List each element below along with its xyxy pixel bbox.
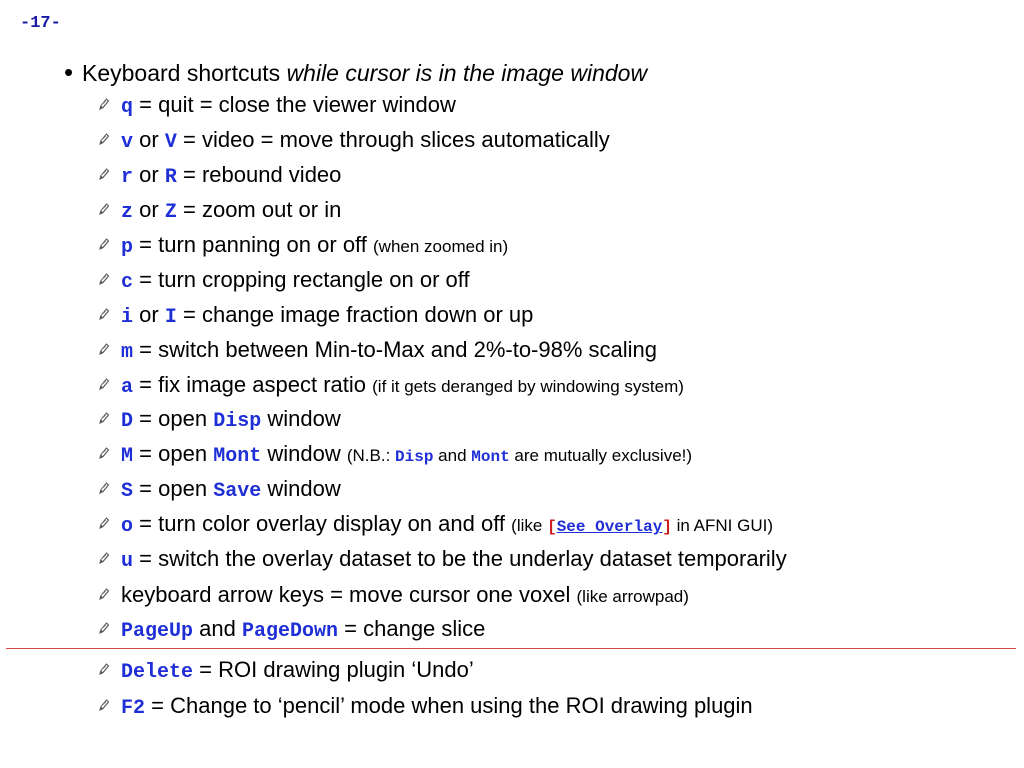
note: [511, 516, 773, 535]
shortcut-item-D: [98, 406, 341, 435]
key-q: q: [121, 96, 134, 119]
or-text: or: [139, 162, 159, 187]
note-and: and: [438, 446, 467, 465]
key-f2: F2: [121, 697, 146, 720]
key-o: o: [121, 515, 134, 538]
shortcut-item-delete: [98, 657, 474, 686]
desc: turn color overlay display on and off: [158, 511, 506, 536]
desc: change image fraction down or up: [201, 302, 534, 327]
shortcut-item-c: [98, 267, 470, 296]
pencil-bullet-icon: [98, 662, 121, 676]
desc: rebound video: [201, 162, 342, 187]
note: [347, 446, 692, 465]
equals: =: [139, 92, 152, 117]
key-u: u: [121, 550, 134, 573]
desc: fix image aspect ratio: [158, 372, 366, 397]
open-text: open: [158, 406, 208, 431]
key-D: D: [121, 410, 134, 433]
key-M: M: [121, 445, 134, 468]
page-number: -17-: [20, 14, 61, 33]
or-text: or: [139, 197, 159, 222]
equals: =: [139, 441, 152, 466]
window-text: window: [267, 476, 341, 501]
bracket-left: [: [547, 518, 557, 536]
divider-line: [6, 648, 1016, 649]
see-overlay-button-label: See Overlay: [556, 518, 663, 536]
desc: keyboard arrow keys = move cursor one voxel: [121, 582, 571, 607]
open-text: open: [158, 441, 208, 466]
equals: =: [139, 267, 152, 292]
shortcut-item-M: [98, 441, 692, 470]
key-pagedown: PageDown: [241, 620, 338, 643]
heading-text: Keyboard shortcuts: [82, 60, 281, 86]
equals: =: [139, 232, 152, 257]
equals: =: [344, 616, 357, 641]
key-I: I: [164, 306, 177, 329]
desc: quit = close the viewer window: [158, 92, 456, 117]
key-R: R: [164, 166, 177, 189]
equals: =: [139, 337, 152, 362]
and-text: and: [199, 616, 236, 641]
pencil-bullet-icon: [98, 587, 121, 601]
note: (like arrowpad): [576, 587, 689, 606]
equals: =: [139, 476, 152, 501]
key-pageup: PageUp: [121, 620, 194, 643]
key-c: c: [121, 271, 134, 294]
key-Z: Z: [164, 201, 177, 224]
shortcut-item-arrow-keys: [98, 582, 689, 610]
shortcut-item-p: [98, 232, 508, 261]
pencil-bullet-icon: [98, 307, 121, 321]
bullet-dot: •: [64, 57, 74, 87]
equals: =: [182, 162, 196, 187]
or-text: or: [139, 127, 159, 152]
note-prefix: (N.B.:: [346, 446, 391, 465]
key-V: V: [164, 131, 177, 154]
heading-italic-text: while cursor is in the image window: [286, 60, 648, 86]
key-p: p: [121, 236, 134, 259]
window-text: window: [267, 441, 341, 466]
key-delete: Delete: [121, 661, 194, 684]
shortcut-item-i: [98, 302, 533, 331]
note-prefix: (like: [511, 516, 543, 535]
key-v: v: [121, 131, 134, 154]
shortcut-item-f2: [98, 693, 753, 722]
pencil-bullet-icon: [98, 551, 121, 565]
shortcut-item-u: [98, 546, 787, 575]
pencil-bullet-icon: [98, 167, 121, 181]
main-bullet-heading: [64, 58, 647, 87]
pencil-bullet-icon: [98, 481, 121, 495]
shortcut-item-a: [98, 372, 684, 401]
shortcut-item-q: [98, 92, 456, 121]
desc: turn panning on or off: [158, 232, 367, 257]
key-z: z: [121, 201, 134, 224]
pencil-bullet-icon: [98, 132, 121, 146]
key-i: i: [121, 306, 134, 329]
shortcut-item-m: [98, 337, 657, 366]
desc: ROI drawing plugin ‘Undo’: [218, 657, 474, 682]
bracket-right: ]: [662, 518, 672, 536]
window-text: window: [267, 406, 341, 431]
desc: change slice: [363, 616, 486, 641]
note: (if it gets deranged by windowing system): [372, 377, 684, 396]
equals: =: [139, 372, 152, 397]
equals: =: [182, 127, 196, 152]
note-key-mont: Mont: [471, 448, 510, 466]
note: (when zoomed in): [373, 237, 509, 256]
desc: switch between Min-to-Max and 2%-to-98% scaling: [158, 337, 658, 362]
equals: =: [151, 693, 164, 718]
key-a: a: [121, 376, 134, 399]
pencil-bullet-icon: [98, 272, 121, 286]
pencil-bullet-icon: [98, 202, 121, 216]
equals: =: [139, 406, 152, 431]
or-text: or: [139, 302, 159, 327]
desc: video = move through slices automatically: [201, 127, 610, 152]
pencil-bullet-icon: [98, 377, 121, 391]
equals: =: [182, 197, 196, 222]
shortcut-item-z: [98, 197, 341, 226]
window-name-mont: Mont: [213, 445, 262, 468]
desc: zoom out or in: [201, 197, 342, 222]
shortcut-item-pageup-pagedown: [98, 616, 485, 645]
equals: =: [182, 302, 196, 327]
shortcut-item-o: [98, 511, 773, 540]
pencil-bullet-icon: [98, 342, 121, 356]
note-key-disp: Disp: [395, 448, 434, 466]
note-suffix: are mutually exclusive!): [514, 446, 693, 465]
desc: switch the overlay dataset to be the underlay dataset temporarily: [158, 546, 787, 571]
shortcut-item-r: [98, 162, 341, 191]
key-m: m: [121, 341, 134, 364]
equals: =: [139, 511, 152, 536]
equals: =: [199, 657, 212, 682]
open-text: open: [158, 476, 208, 501]
pencil-bullet-icon: [98, 446, 121, 460]
desc: turn cropping rectangle on or off: [158, 267, 470, 292]
window-name-disp: Disp: [213, 410, 262, 433]
window-name-save: Save: [213, 480, 262, 503]
pencil-bullet-icon: [98, 621, 121, 635]
shortcut-item-S: [98, 476, 341, 505]
pencil-bullet-icon: [98, 516, 121, 530]
key-r: r: [121, 166, 134, 189]
pencil-bullet-icon: [98, 97, 121, 111]
pencil-bullet-icon: [98, 237, 121, 251]
note-suffix: in AFNI GUI): [676, 516, 774, 535]
shortcut-item-v: [98, 127, 610, 156]
key-S: S: [121, 480, 134, 503]
pencil-bullet-icon: [98, 411, 121, 425]
desc: Change to ‘pencil’ mode when using the ROI drawing plugin: [170, 693, 753, 718]
equals: =: [139, 546, 152, 571]
pencil-bullet-icon: [98, 698, 121, 712]
